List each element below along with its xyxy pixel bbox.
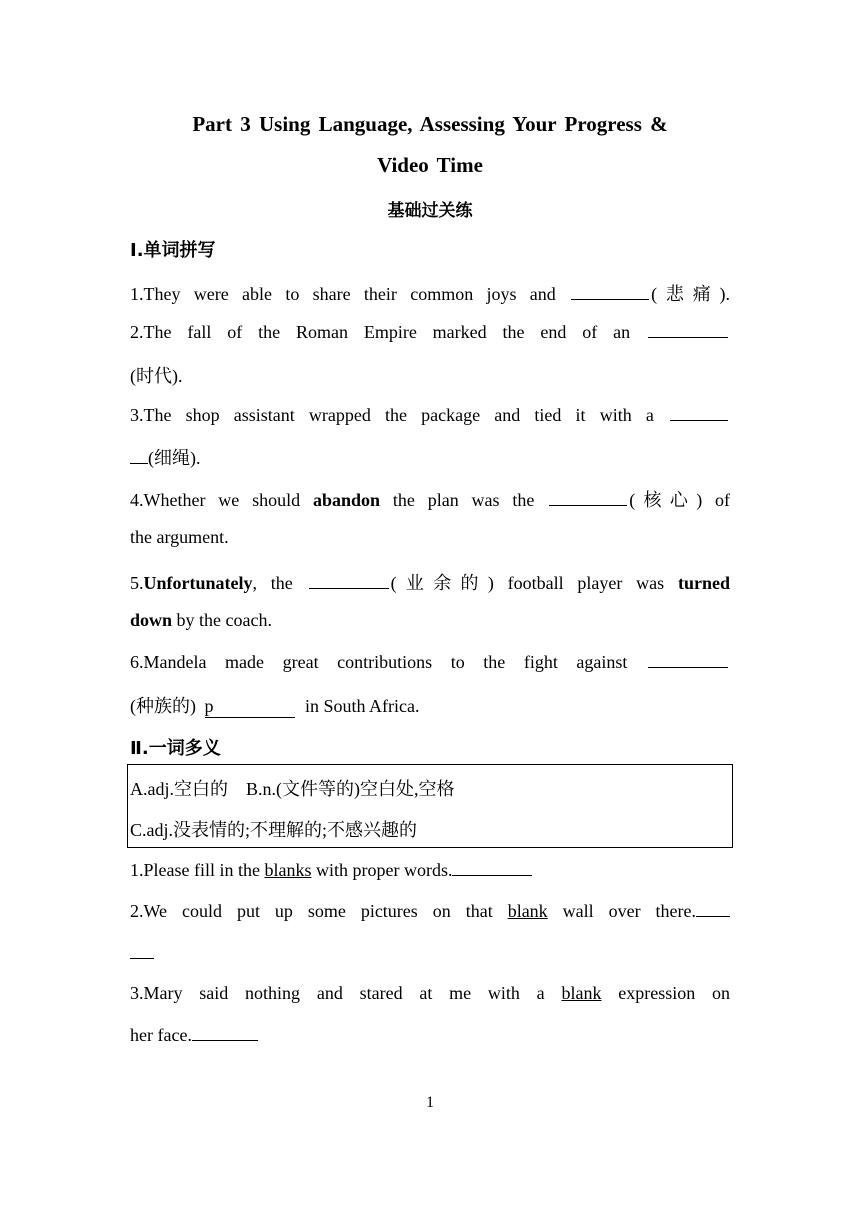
answer-blank[interactable] — [670, 404, 728, 421]
question-text: the plan was the — [392, 490, 535, 510]
section-1-heading: Ⅰ.单词拼写 — [130, 240, 216, 261]
question-text: wall over there. — [562, 901, 697, 921]
answer-blank[interactable] — [309, 572, 389, 589]
question-text: with proper words. — [315, 860, 453, 880]
hint-text: (种族的) — [130, 696, 196, 716]
answer-blank[interactable] — [571, 283, 649, 300]
question-text: 3.Mary said nothing and stared at me with a — [130, 983, 545, 1003]
answer-blank[interactable] — [452, 859, 532, 876]
answer-blank[interactable] — [648, 651, 728, 668]
answer-blank[interactable] — [648, 321, 728, 338]
target-word: blanks — [264, 860, 312, 880]
answer-blank[interactable] — [205, 696, 295, 718]
s2-question-3-cont — [130, 1024, 258, 1046]
question-text: by the coach. — [172, 610, 272, 630]
question-text: expression on — [618, 983, 730, 1003]
hint-text: (核心) of — [629, 490, 731, 510]
initial-letter: p — [204, 696, 214, 716]
keyword: down — [130, 610, 173, 630]
hint-text: (业余的) football player was — [390, 573, 665, 593]
s1-question-4-cont: the argument. — [130, 527, 229, 547]
question-text: 2.We could put up some pictures on that — [130, 901, 493, 921]
answer-blank[interactable] — [192, 1024, 258, 1041]
answer-blank-cont[interactable] — [130, 447, 148, 464]
s1-question-5: 5.Unfortunately, the (业余的) football player was turned — [130, 573, 731, 593]
definition-line-2: C.adj.没表情的;不理解的;不感兴趣的 — [130, 820, 417, 840]
question-text: 1.Please fill in the — [130, 860, 260, 880]
question-text: 4.Whether we should — [130, 490, 301, 510]
title-line-2: Video Time — [377, 153, 483, 177]
s1-question-2-hint: (时代). — [130, 366, 183, 386]
s1-question-3-cont — [130, 444, 201, 470]
section-2-heading: Ⅱ.一词多义 — [130, 738, 221, 759]
definitions-box — [127, 764, 733, 848]
s1-question-5-cont — [130, 610, 272, 631]
keyword: turned — [678, 573, 731, 593]
hint-text: (悲痛). — [651, 284, 730, 304]
title-line-1: Part 3 Using Language, Assessing Your Progress & — [192, 112, 668, 136]
question-text: 2.The fall of the Roman Empire marked the end of an — [130, 322, 631, 342]
hint-text: (细绳). — [148, 448, 201, 468]
answer-blank[interactable] — [549, 489, 627, 506]
s1-question-6 — [130, 651, 730, 673]
target-word: blank — [561, 983, 602, 1003]
page-number: 1 — [426, 1094, 434, 1111]
s1-question-1 — [130, 280, 730, 306]
keyword: abandon — [312, 490, 381, 510]
subtitle: 基础过关练 — [387, 201, 473, 221]
question-text: 6.Mandela made great contributions to the fight against — [130, 652, 628, 672]
answer-blank-cont[interactable] — [130, 942, 154, 959]
question-text: her face. — [130, 1025, 192, 1045]
target-word: blank — [507, 901, 548, 921]
s2-question-2-cont — [130, 942, 154, 964]
s2-question-3 — [130, 983, 730, 1004]
answer-blank[interactable] — [696, 900, 730, 917]
keyword: Unfortunately — [143, 573, 253, 593]
definition-line-1: A.adj.空白的 B.n.(文件等的)空白处,空格 — [130, 779, 455, 799]
question-text: 1.They were able to share their common joys and — [130, 284, 556, 304]
question-text: , the — [252, 573, 293, 593]
s1-question-6-cont — [130, 692, 420, 718]
s1-question-4 — [130, 486, 730, 512]
question-text: 3.The shop assistant wrapped the package and tied it with a — [130, 405, 654, 425]
s2-question-1 — [130, 859, 532, 881]
question-text: in South Africa. — [305, 696, 420, 716]
s2-question-2 — [130, 900, 730, 922]
s1-question-3 — [130, 404, 730, 426]
s1-question-2 — [130, 321, 730, 343]
